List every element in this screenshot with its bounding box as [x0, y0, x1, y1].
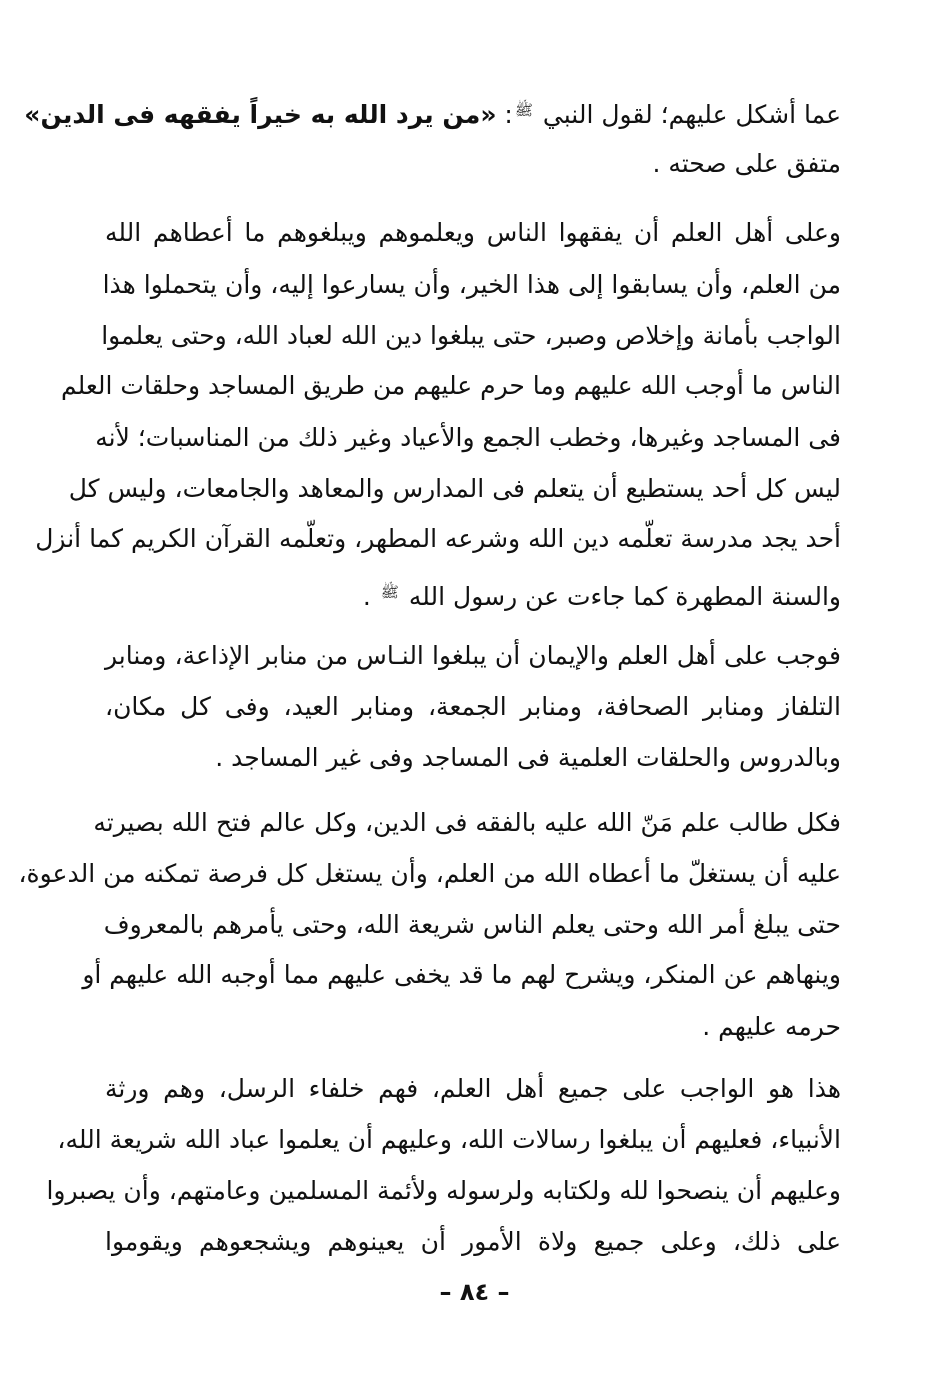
text-line: عليه أن يستغلّ ما أعطاه الله من العلم، وأن يستغل كل فرصة تمكنه من الدعوة،	[18, 859, 841, 888]
line-text: :	[496, 100, 513, 129]
line-text: والسنة المطهرة كما جاءت عن رسول الله	[400, 582, 841, 611]
text-line: الأنبياء، فعليهم أن يبلغوا رسالات الله، وعليهم أن يعلموا عباد الله شريعة الله،	[57, 1125, 841, 1154]
hadith-quote: «من يرد الله به خيراً يفقهه فى الدين»	[24, 100, 497, 129]
text-line: هذا هو الواجب على جميع أهل العلم، فهم خلفاء الرسل، وهم ورثة	[105, 1074, 841, 1103]
salutation-glyph: ﷺ	[380, 583, 399, 601]
text-line: فكل طالب علم مَنّ الله عليه بالفقه فى الدين، وكل عالم فتح الله بصيرته	[93, 808, 841, 837]
text-line	[105, 572, 841, 612]
text-line: فى المساجد وغيرها، وخطب الجمع والأعياد وغير ذلك من المناسبات؛ لأنه	[95, 423, 841, 452]
text-line: حرمه عليهم .	[702, 1012, 841, 1041]
page-number: – ٨٤ –	[439, 1278, 510, 1306]
salutation-glyph: ﷺ	[514, 101, 533, 119]
text-line: الناس ما أوجب الله عليهم وما حرم عليهم من طريق المساجد وحلقات العلم	[60, 371, 841, 400]
text-line: من العلم، وأن يسابقوا إلى هذا الخير، وأن يسارعوا إليه، وأن يتحملوا هذا	[102, 270, 841, 299]
text-line: وعليهم أن ينصحوا لله ولكتابه ولرسوله ولأئمة المسلمين وعامتهم، وأن يصبروا	[46, 1176, 841, 1205]
text-line: حتى يبلغ أمر الله وحتى يعلم الناس شريعة الله، وحتى يأمرهم بالمعروف	[103, 910, 841, 939]
text-line: على ذلك، وعلى جميع ولاة الأمور أن يعينوهم ويشجعوهم ويقوموا	[105, 1227, 841, 1256]
text-line: فوجب على أهل العلم والإيمان أن يبلغوا النـاس من منابر الإذاعة، ومنابر	[105, 641, 841, 670]
text-line: وعلى أهل العلم أن يفقهوا الناس ويعلموهم ويبلغوهم ما أعطاهم الله	[105, 218, 841, 247]
line-text: .	[362, 582, 379, 611]
text-line: التلفاز ومنابر الصحافة، ومنابر الجمعة، ومنابر العيد، وفى كل مكان،	[105, 692, 841, 721]
text-line: متفق على صحته .	[652, 149, 841, 178]
text-line: ليس كل أحد يستطيع أن يتعلم فى المدارس والمعاهد والجامعات، وليس كل	[68, 474, 841, 503]
text-line: الواجب بأمانة وإخلاص وصبر، حتى يبلغوا دين الله لعباد الله، وحتى يعلموا	[101, 321, 841, 350]
text-line: أحد يجد مدرسة تعلّمه دين الله وشرعه المطهر، وتعلّمه القرآن الكريم كما أنزل	[35, 524, 841, 553]
line-text: عما أشكل عليهم؛ لقول النبي	[534, 100, 841, 129]
text-line: وينهاهم عن المنكر، ويشرح لهم ما قد يخفى عليهم مما أوجبه الله عليهم أو	[82, 960, 841, 989]
text-line: وبالدروس والحلقات العلمية فى المساجد وفى غير المساجد .	[215, 743, 841, 772]
text-line	[24, 90, 841, 130]
